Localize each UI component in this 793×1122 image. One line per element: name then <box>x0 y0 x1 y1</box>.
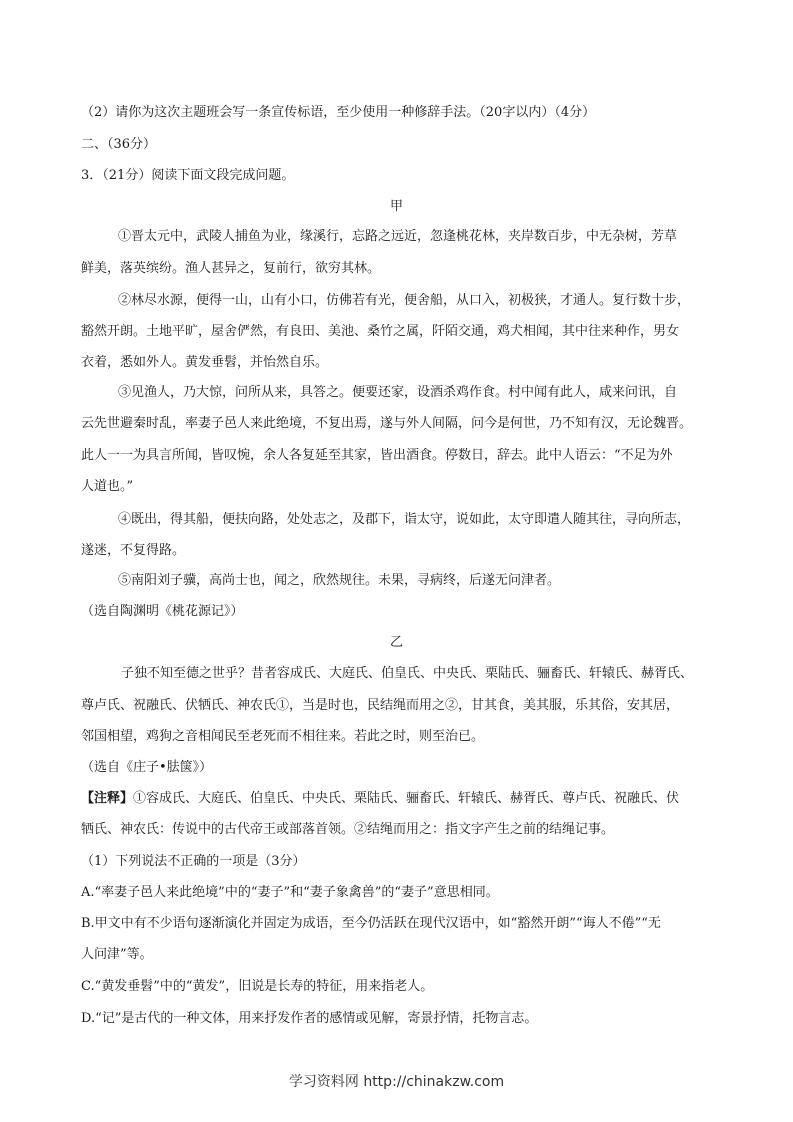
paragraph-line: 此人一一为具言所闻，皆叹惋，余人各复延至其家，皆出酒食。停数日，辞去。此中人语云：“不足为外 <box>81 448 673 463</box>
paragraph-line: 邻国相望，鸡狗之音相闻民至老死而不相往来。若此之时，则至治已。 <box>81 729 485 744</box>
option-b-cont: 人问津”等。 <box>81 947 153 962</box>
passage-b-source: （选自《庄子•胠箧》） <box>81 760 213 775</box>
paragraph-line: 子独不知至德之世乎？昔者容成氏、大庭氏、伯皇氏、中央氏、栗陆氏、骊畜氏、轩辕氏、赫胥氏、 <box>121 666 694 681</box>
paragraph-line: 人道也。” <box>81 479 134 494</box>
paragraph-line: 豁然开朗。土地平旷，屋舍俨然，有良田、美池、桑竹之属，阡陌交通，鸡犬相闻，其中往来种作，男女 <box>81 324 680 339</box>
paragraph-line: 尊卢氏、祝融氏、伏牺氏、神农氏①，当是时也，民结绳而用之②，甘其食，美其服，乐其俗，安其居， <box>81 698 680 713</box>
option-d: D.“记”是古代的一种文体，用来抒发作者的感情或见解，寄景抒情，托物言志。 <box>81 1011 538 1026</box>
footer-watermark: 学习资料网 http://chinakzw.com <box>288 1074 505 1090</box>
note-line: 牺氏、神农氏：传说中的古代帝王或部落首领。②结绳而用之：指文字产生之前的结绳记事。 <box>81 822 615 837</box>
paragraph-line: 衣着，悉如外人。黄发垂髫，并怡然自乐。 <box>81 355 329 370</box>
paragraph-line: ⑤南阳刘子骥，高尚士也，闻之，欣然规往。未果，寻病终，后遂无问津者。 <box>118 573 561 588</box>
note-text: ①容成氏、大庭氏、伯皇氏、中央氏、栗陆氏、骊畜氏、轩辕氏、赫胥氏、尊卢氏、祝融氏、伏 <box>133 791 680 806</box>
q1-prompt: （1）下列说法不正确的一项是（3分） <box>81 854 306 869</box>
paragraph-line: ①晋太元中，武陵人捕鱼为业，缘溪行，忘路之远近，忽逢桃花林，夹岸数百步，中无杂树，芳草 <box>118 229 678 244</box>
q2-prompt: （2）请你为这次主题班会写一条宣传标语，至少使用一种修辞手法。（20字以内）（4分） <box>81 105 596 120</box>
section-heading: 二、（36分） <box>81 137 157 152</box>
paragraph-line: 鲜美，落英缤纷。渔人甚异之，复前行，欲穷其林。 <box>81 261 381 276</box>
passage-a-source: （选自陶渊明《桃花源记》） <box>81 604 244 619</box>
paragraph-line: ④既出，得其船，便扶向路，处处志之，及郡下，诣太守，说如此，太守即遣人随其往，寻向所志， <box>118 512 691 527</box>
passage-a-title: 甲 <box>389 199 403 214</box>
q3-intro: 3．（21分）阅读下面文段完成问题。 <box>81 168 295 183</box>
option-b: B.甲文中有不少语句逐渐演化并固定为成语，至今仍活跃在现代汉语中，如“豁然开朗”“诲人不倦”“无 <box>81 916 661 931</box>
note-line <box>81 790 679 808</box>
passage-b-title: 乙 <box>389 635 403 650</box>
paragraph-line: 遂迷，不复得路。 <box>81 543 186 558</box>
paragraph-line: ②林尽水源，便得一山，山有小口，仿佛若有光，便舍船，从口入，初极狭，才通人。复行数十步， <box>118 293 691 308</box>
paragraph-line: 云先世避秦时乱，率妻子邑人来此绝境，不复出焉，遂与外人间隔，问今是何世，乃不知有汉，无论魏晋。 <box>81 416 693 431</box>
option-c: C.“黄发垂髫”中的“黄发”，旧说是长寿的特征，用来指老人。 <box>81 979 434 994</box>
option-a: A.“率妻子邑人来此绝境”中的“妻子”和“妻子象禽兽”的“妻子”意思相同。 <box>81 885 499 900</box>
note-label: 【注释】 <box>81 791 134 806</box>
paragraph-line: ③见渔人，乃大惊，问所从来，具答之。便要还家，设酒杀鸡作食。村中闻有此人，咸来问讯，自 <box>118 385 678 400</box>
